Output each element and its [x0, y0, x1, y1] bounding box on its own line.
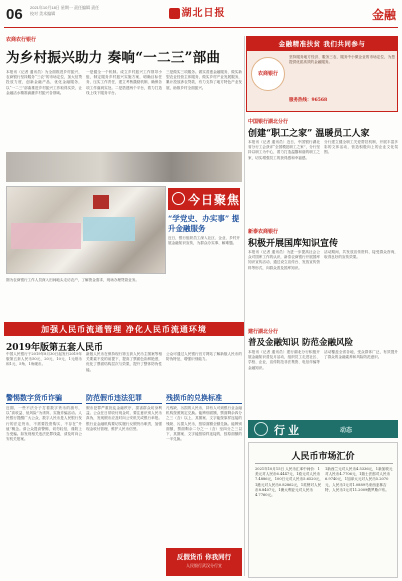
bottom-story-paragraph: 中国人民银行于2019年8月30日起发行2019年版第五套人民币50元、20元、10元、1元纸币和1元、5角、1角硬币。: [6, 352, 82, 367]
main-story-kicker: 农商农行银行: [6, 37, 37, 43]
exchange-rate-column: 2021年10月15日 人民币汇率中间价：1美元对人民币6.4447元，1欧元对人民币7.4886元，100日元对人民币5.6520元，1港元对人民币0.82862元，1英镑对人民币8.8407元，1澳大利亚元对人民币4.7760元。: [255, 467, 323, 498]
ad-logo-text: 农商银行: [257, 71, 278, 77]
right-story-2-headline: 积极开展国库知识宣传: [248, 239, 339, 249]
right-story-2-kicker: 新泰农商银行: [248, 229, 279, 235]
bottom-story-headline: 2019年版第五套人民币: [6, 343, 104, 353]
news-photo-strip: [6, 152, 242, 182]
logo-seal-icon: [169, 8, 180, 19]
right-story-3-kicker: 建行湖北分行: [248, 329, 279, 335]
section-banner-label: 加强人民币流通管理 净化人民币流通环境: [41, 324, 207, 334]
bottom-column-text: 凡残缺、污损的人民币，持有人可到银行业金融机构按照规定兑换。能辨别面额，票面剩余四分之三（含）以上，其图案、文字能按原样连接的残缺、污损人民币，按原面额全额兑换。能辨别面额，票面剩余二分之一（含）至四分之三以下，其图案、文字能按原样连接的，按原面额的一半兑换。: [166, 406, 242, 442]
advertisement: [246, 36, 398, 112]
right-story-1-paragraph: 本报讯（记者 通讯员）近日，中国银行湖北省分行工会获评“全国模范职工之家”，分行坚持以职工为中心，着力打造温馨和谐的职工之家，切实增强员工的获得感和幸福感。: [248, 140, 320, 160]
industry-label: 行业: [274, 424, 302, 437]
industry-banner: [248, 420, 398, 438]
section-name: 金融: [371, 8, 396, 22]
slogan-label: 反假货币 你我同行: [176, 553, 232, 561]
bottom-story-paragraph: 新版人民币在保持现行第五套人民币主图案等相关要素不变的前提下，提高了票面色彩鲜艳度，优化了票面结构层次与效果，提升了整体防伪性能。: [86, 352, 162, 372]
right-story-3-paragraph: 本报讯（记者 通讯员）建行湖北分行积极开展金融知识普及月活动，组织员工走进社区、学校、企业，宣传防范非法集资、电信诈骗等金融知识。: [248, 350, 320, 370]
right-story-1-kicker: 中国银行湖北分行: [248, 119, 289, 125]
industry-sub-label: 动态: [340, 427, 353, 434]
masthead-meta: 2021年10月18日 星期一 责任编辑 责任校对 美术编辑: [30, 5, 100, 16]
main-story-paragraph: 一是健全一个机制。成立乡村振兴工作领导小组，制定服务乡村振兴实施方案，明确目标任务，压实工作责任，建立考核激励机制，确保各项工作落到实处。二是搭建两个平台，着力打造线上线下服务平台。: [86, 70, 162, 95]
right-story-2-paragraph: 本报讯（记者 通讯员）为进一步提高社会公众对国库工作的认识，新泰农商银行开展国库知识宣传活动，通过设立宣传台、发放宣传资料等形式，向群众普及国库知识。: [248, 250, 320, 270]
photo-detail: [11, 223, 81, 249]
subsection-title: 残损币的兑换标准: [166, 393, 222, 402]
bottom-column-text: 近期，一些不法分子打着数字货币的旗号，以“高收益、低风险”为诱饵，实施诈骗活动。人民银行提醒广大公众，数字人民币是人民银行发行的法定货币，不需要投资购买，不存在“升值”概念。请公众提高警惕，切勿轻信，谨防上当受骗。如发现相关违法犯罪线索，请及时向公安机关报案。: [6, 406, 82, 442]
photo-detail: [83, 217, 135, 241]
ad-phone: 服务热线：96568: [289, 98, 328, 103]
ad-header: 金融精准扶贫 我们共同参与: [247, 37, 397, 51]
page-number: 06: [6, 6, 23, 23]
photo-detail: [93, 195, 109, 209]
subsection-heading: [166, 392, 242, 404]
ad-text: 坚持服务地方经济、服务三农、服务中小微企业的市场定位，为您提供优质高效的金融服务。: [289, 55, 395, 65]
section-banner: [4, 322, 244, 336]
main-story-headline: 为乡村振兴助力 奏响“一二三”部曲: [6, 50, 221, 66]
main-story-paragraph: 本报讯（记者 通讯员）为全面推进乡村振兴，农商银行坚持服务“三农”的市场定位，加大信贷投放力度，创新金融产品，优化金融服务，以“一二三”部曲推进乡村振兴工作取得实效，让金融活水精准滴灌乡村振兴各领域。: [6, 70, 82, 95]
bottom-column-text: 假币犯罪严重扰乱金融秩序，损害群众切身利益。公众在日常收付现金时，要注意识别人民币真伪，发现假币应及时向公安机关或银行举报。银行业金融机构要切实履行反假货币职责，加强现金收付管理，维护人民币信誉。: [86, 406, 162, 431]
right-story-1-paragraph: 分行建立健全职工关爱帮扶机制，开展丰富多彩的文体活动，营造积极向上的企业文化氛围。: [324, 140, 398, 155]
subsection-title: 防范假币违法犯罪: [86, 393, 142, 402]
right-story-3-headline: 普及金融知识 防范金融风险: [248, 338, 353, 348]
right-story-2-paragraph: 活动期间，共发放宣传资料，接受群众咨询，取得良好的宣传效果。: [324, 250, 398, 260]
photo-caption: 图为农商银行工作人员深入田间地头走访农户，了解资金需求，现场办理贷款业务。: [6, 278, 139, 282]
today-focus-headline: “学党史、办实事” 提升金融服务: [168, 214, 240, 233]
industry-circle-icon: [254, 422, 268, 436]
logo-text: 湖北日报: [181, 8, 226, 19]
exchange-rate-column: 1新西兰元对人民币4.5336元，1新加坡元对人民币4.7706元，1瑞士法郎对人民币6.9740元，1加拿大元对人民币5.2070元，人民币1元对1.0889马来西亚林吉特，人民币1元对11.2009俄罗斯卢布。: [325, 467, 393, 492]
subsection-title: 警惕数字货币诈骗: [6, 393, 62, 402]
today-focus-label: 今日聚焦: [188, 193, 241, 207]
subsection-heading: [86, 392, 162, 404]
masthead: [4, 2, 398, 28]
slogan-sub: 人民银行武汉分行宣: [186, 563, 222, 568]
main-story-paragraph: 三是做实三项服务。做实普惠金融服务，做实新型农业经营主体服务，做实乡村产业发展服务，累计投放涉农贷款，有力支持了地方特色产业发展，助推乡村全面振兴。: [166, 70, 242, 90]
column-divider: [244, 36, 245, 576]
bottom-story-paragraph: 公众可通过人民银行官方网站了解新版人民币的防伪特征，增强识别能力。: [166, 352, 242, 362]
right-story-1-headline: 创建“职工之家” 温暖员工人家: [248, 129, 370, 139]
focus-circle-icon: [172, 192, 185, 205]
slogan-box: [166, 548, 242, 576]
exchange-rate-box: [248, 442, 398, 578]
ad-logo-icon: [251, 57, 285, 91]
newspaper-logo: [164, 6, 230, 22]
today-focus-banner: [168, 188, 240, 210]
today-focus-text: 近日，银行组织员工深入社区、企业、乡村开展金融知识宣传，为群众办实事、解难题。: [168, 236, 240, 246]
news-photo-main: [6, 186, 166, 274]
exchange-rate-title: 人民币市场汇价: [291, 452, 355, 462]
right-story-3-paragraph: 活动覆盖全省各地，受众群体广泛，有效提升了群众的金融素养和风险防范意识。: [324, 350, 398, 360]
divider: [255, 463, 393, 464]
subsection-heading: [6, 392, 82, 404]
